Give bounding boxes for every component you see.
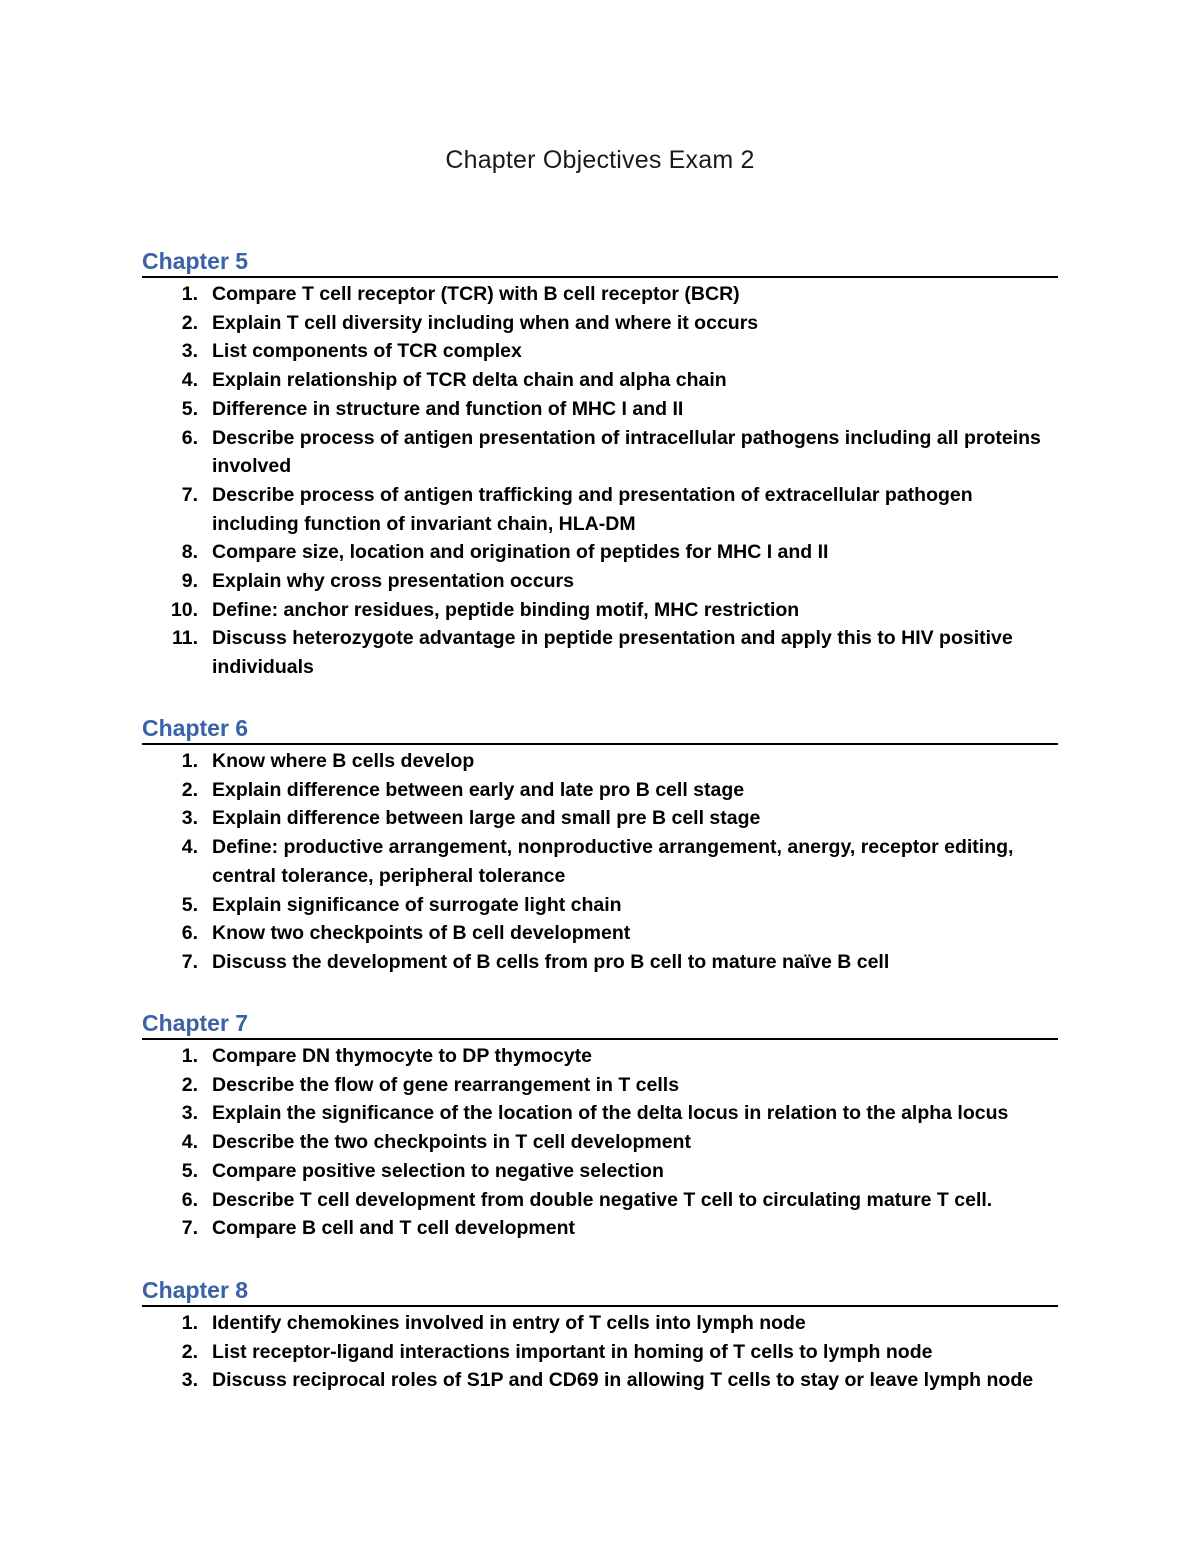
objective-item (142, 395, 1058, 424)
chapter-section-6 (142, 713, 1058, 977)
objective-item (142, 481, 1058, 538)
objective-number: 8. (181, 541, 198, 564)
objective-number: 3. (181, 1102, 198, 1125)
objective-text: Describe the two checkpoints in T cell development (212, 1131, 691, 1154)
objective-text: Explain relationship of TCR delta chain and alpha chain (212, 369, 727, 392)
objective-text: Compare B cell and T cell development (212, 1217, 576, 1240)
objective-number: 1. (181, 283, 198, 305)
objective-item (142, 1214, 1058, 1243)
objective-number: 5. (181, 1159, 198, 1182)
objective-item (142, 919, 1058, 948)
objective-item (142, 1157, 1058, 1186)
objective-item (142, 1366, 1058, 1395)
objective-text: Define: productive arrangement, nonproductive arrangement, anergy, receptor editing, central tolerance, peripheral tolerance (212, 836, 1014, 887)
objective-item (142, 776, 1058, 805)
objective-number: 6. (181, 922, 198, 945)
objective-text: Identify chemokines involved in entry of T cells into lymph node (212, 1312, 806, 1334)
objective-number: 3. (181, 807, 198, 830)
chapter-section-5 (142, 246, 1058, 682)
objective-list (142, 747, 1058, 977)
objective-text: Know two checkpoints of B cell development (212, 922, 631, 945)
objective-item (142, 624, 1058, 681)
objective-item (142, 337, 1058, 366)
objective-text: Explain difference between large and small pre B cell stage (212, 807, 761, 830)
objective-item (142, 747, 1058, 776)
objective-number: 1. (181, 1312, 198, 1334)
document-title: Chapter Objectives Exam 2 (445, 146, 755, 174)
chapter-heading: Chapter 8 (142, 1275, 1058, 1307)
chapter-section-8 (142, 1275, 1058, 1395)
objective-list (142, 1042, 1058, 1243)
objective-item (142, 804, 1058, 833)
objective-item (142, 366, 1058, 395)
objective-number: 3. (181, 340, 198, 363)
objective-number: 2. (181, 1073, 198, 1096)
objective-item (142, 424, 1058, 481)
objective-number: 4. (181, 1131, 198, 1154)
chapter-section-7 (142, 1008, 1058, 1243)
objective-item (142, 1071, 1058, 1100)
chapter-heading: Chapter 7 (142, 1008, 1058, 1040)
objective-number: 6. (181, 426, 198, 449)
objective-text: Define: anchor residues, peptide binding motif, MHC restriction (212, 598, 800, 621)
objective-text: Describe process of antigen trafficking and presentation of extracellular pathogen including function of invariant chain, HLA-DM (212, 483, 973, 535)
objective-text: Compare size, location and origination of peptides for MHC I and II (212, 541, 829, 564)
objective-number: 3. (181, 1369, 198, 1392)
objective-number: 7. (181, 1217, 198, 1240)
objective-number: 7. (181, 483, 198, 506)
objective-number: 9. (181, 570, 198, 593)
objective-item (142, 538, 1058, 567)
objective-text: Explain significance of surrogate light chain (212, 893, 622, 916)
objective-text: Compare positive selection to negative selection (212, 1159, 664, 1182)
objective-text: List receptor-ligand interactions important in homing of T cells to lymph node (212, 1340, 933, 1363)
objective-number: 11. (171, 627, 198, 650)
objective-text: Explain T cell diversity including when and where it occurs (212, 311, 759, 334)
objective-item (142, 1186, 1058, 1215)
objective-text: Explain why cross presentation occurs (212, 570, 574, 593)
chapter-heading: Chapter 6 (142, 713, 1058, 745)
objective-item (142, 1338, 1058, 1367)
objective-list (142, 1309, 1058, 1395)
objective-text: Know where B cells develop (212, 750, 475, 772)
objective-number: 10. (170, 598, 198, 621)
objective-text: List components of TCR complex (212, 340, 522, 363)
objective-item (142, 1042, 1058, 1071)
objective-text: Describe the flow of gene rearrangement in T cells (212, 1073, 680, 1096)
objective-list (142, 280, 1058, 682)
objective-number: 6. (181, 1188, 198, 1211)
objective-number: 1. (181, 750, 198, 772)
objective-number: 4. (181, 836, 198, 859)
objective-text: Explain difference between early and late pro B cell stage (212, 778, 745, 801)
objective-text: Describe T cell development from double negative T cell to circulating mature T cell. (212, 1188, 993, 1211)
objective-text: Discuss heterozygote advantage in peptide presentation and apply this to HIV positive individuals (212, 627, 1013, 679)
objective-item (142, 1128, 1058, 1157)
chapter-heading: Chapter 5 (142, 246, 1058, 278)
objective-item (142, 567, 1058, 596)
objective-text: Describe process of antigen presentation of intracellular pathogens including all proteins involved (212, 426, 1041, 478)
objective-text: Difference in structure and function of MHC I and II (212, 397, 684, 420)
objective-number: 2. (181, 778, 198, 801)
objective-item (142, 1099, 1058, 1128)
objective-number: 2. (181, 1340, 198, 1363)
objective-item (142, 596, 1058, 625)
objective-item (142, 948, 1058, 977)
objective-number: 4. (181, 369, 198, 392)
objective-item (142, 891, 1058, 920)
objective-text: Discuss the development of B cells from pro B cell to mature naïve B cell (212, 950, 890, 973)
objective-number: 2. (181, 311, 198, 334)
objective-item (142, 309, 1058, 338)
objective-item (142, 833, 1058, 890)
objective-text: Explain the significance of the location of the delta locus in relation to the alpha locus (212, 1102, 1009, 1125)
objective-number: 5. (181, 893, 198, 916)
objective-number: 1. (181, 1045, 198, 1067)
objective-number: 5. (181, 397, 198, 420)
objective-number: 7. (181, 950, 198, 973)
objective-item (142, 280, 1058, 309)
objective-text: Compare DN thymocyte to DP thymocyte (212, 1045, 592, 1067)
objective-item (142, 1309, 1058, 1338)
objective-text: Discuss reciprocal roles of S1P and CD69 in allowing T cells to stay or leave lymph node (212, 1369, 1034, 1392)
objective-text: Compare T cell receptor (TCR) with B cell receptor (BCR) (212, 283, 740, 305)
